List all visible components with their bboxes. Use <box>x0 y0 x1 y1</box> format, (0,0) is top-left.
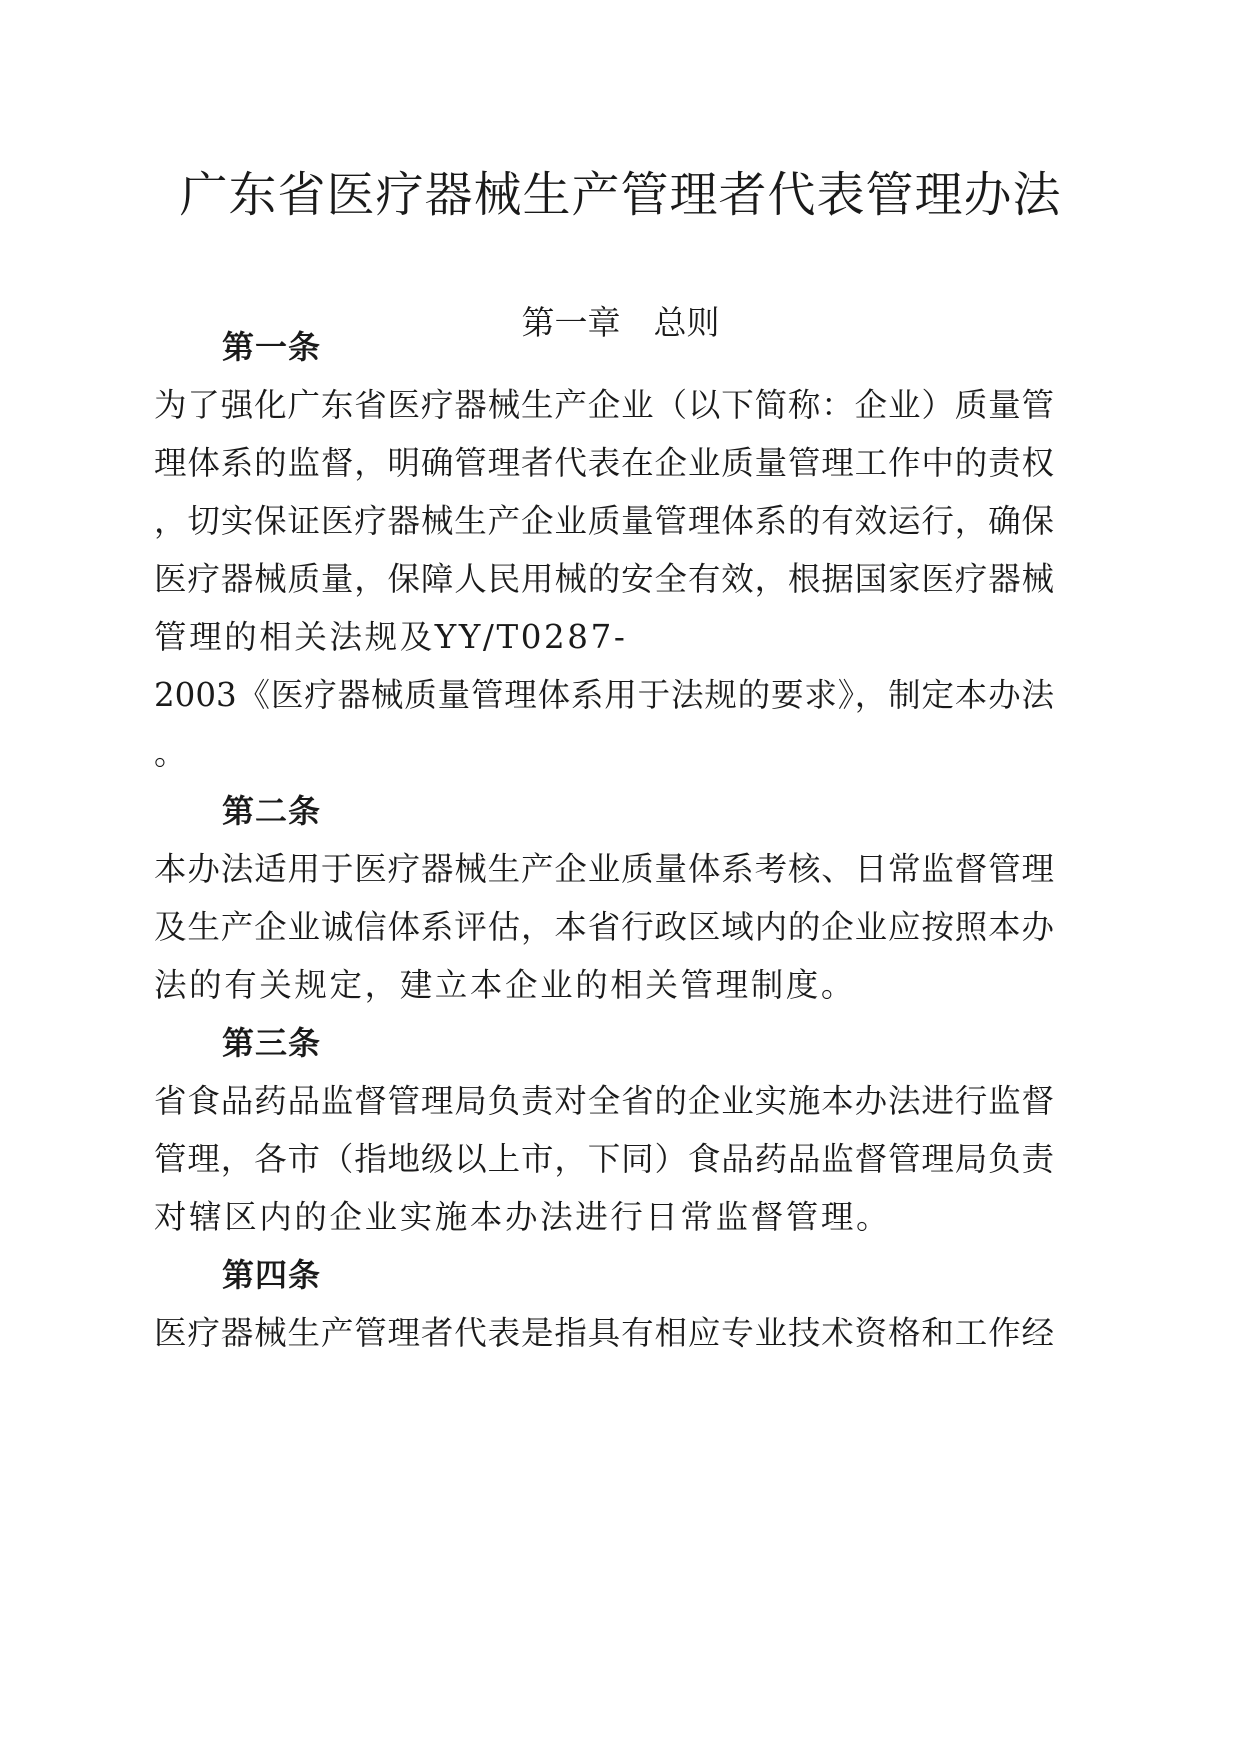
article-1-line-1: 为了强化广东省医疗器械生产企业（以下简称：企业）质量管 <box>154 386 1054 424</box>
article-4-line-1: 医疗器械生产管理者代表是指具有相应专业技术资格和工作经 <box>154 1314 1054 1352</box>
article-2-line-2: 及生产企业诚信体系评估，本省行政区域内的企业应按照本办 <box>154 908 1054 946</box>
article-1-line-3: ，切实保证医疗器械生产企业质量管理体系的有效运行，确保 <box>154 502 1054 540</box>
article-2-heading: 第二条 <box>222 792 322 830</box>
document-title: 广东省医疗器械生产管理者代表管理办法 <box>179 167 1062 223</box>
article-1-line-7: 。 <box>154 734 190 772</box>
article-2-line-1: 本办法适用于医疗器械生产企业质量体系考核、日常监督管理 <box>154 850 1054 888</box>
article-1-line-4: 医疗器械质量，保障人民用械的安全有效，根据国家医疗器械 <box>154 560 1054 598</box>
article-3-line-1: 省食品药品监督管理局负责对全省的企业实施本办法进行监督 <box>154 1082 1054 1120</box>
article-1-line-5: 管理的相关法规及YY/T0287- <box>154 618 628 656</box>
article-3-line-2: 管理，各市（指地级以上市，下同）食品药品监督管理局负责 <box>154 1140 1054 1178</box>
article-2-line-3: 法的有关规定，建立本企业的相关管理制度。 <box>154 966 857 1004</box>
article-3-line-3: 对辖区内的企业实施本办法进行日常监督管理。 <box>154 1198 892 1236</box>
chapter-heading: 第一章 总则 <box>521 303 720 342</box>
article-3-heading: 第三条 <box>222 1024 322 1062</box>
article-4-heading: 第四条 <box>222 1256 322 1294</box>
article-1-line-2: 理体系的监督，明确管理者代表在企业质量管理工作中的责权 <box>154 444 1054 482</box>
article-1-heading: 第一条 <box>222 328 322 366</box>
article-1-line-6: 2003《医疗器械质量管理体系用于法规的要求》，制定本办法 <box>154 676 1054 714</box>
